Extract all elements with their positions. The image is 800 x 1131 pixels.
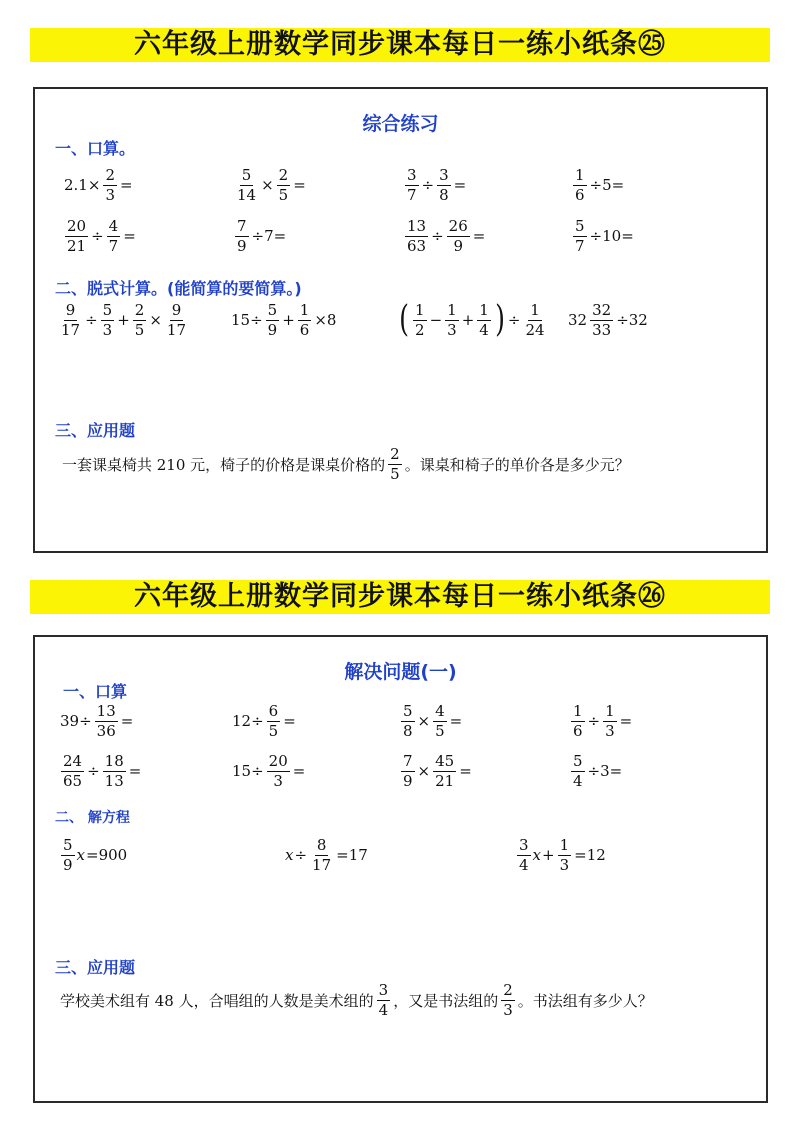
fraction-numerator: 1 — [447, 300, 457, 319]
expression-text: 一套课桌椅共 210 元，椅子的价格是课桌价格的 — [62, 456, 386, 474]
fraction — [65, 218, 88, 255]
fraction — [477, 302, 491, 339]
oral-exercise — [569, 699, 633, 743]
expression-text: − — [429, 311, 443, 329]
expression-text: = — [449, 712, 463, 730]
expression-text: ÷5= — [589, 176, 625, 194]
fraction-numerator: 4 — [435, 701, 445, 720]
fraction — [266, 302, 280, 339]
fraction-denominator: 3 — [447, 320, 457, 339]
oral-exercise — [399, 699, 463, 743]
fraction-numerator: 4 — [108, 216, 119, 235]
fraction-denominator: 63 — [407, 236, 427, 255]
fraction-denominator: 6 — [575, 185, 585, 204]
oral-exercise — [569, 749, 623, 793]
fraction-numerator: 32 — [592, 300, 612, 319]
fraction-numerator: 3 — [519, 835, 529, 854]
expression-text: = — [459, 762, 472, 780]
fraction — [165, 302, 188, 339]
expression-text: ÷32 — [616, 311, 648, 329]
fraction — [433, 753, 456, 790]
fraction-denominator: 9 — [63, 855, 73, 874]
fraction — [235, 167, 258, 204]
expression-text: ÷10= — [589, 227, 634, 245]
fraction-denominator: 5 — [268, 721, 279, 740]
fraction — [413, 302, 427, 339]
fraction — [573, 218, 587, 255]
oral-exercise — [571, 163, 625, 207]
fraction — [603, 703, 617, 740]
fraction-denominator: 2 — [415, 320, 425, 339]
fraction-numerator: 1 — [530, 300, 540, 319]
fraction — [401, 753, 415, 790]
fraction — [310, 837, 333, 874]
expression-text: = — [453, 176, 467, 194]
expression-text: × — [149, 311, 162, 329]
fraction-numerator: 1 — [415, 300, 425, 319]
fraction-denominator: 3 — [605, 721, 615, 740]
fraction-denominator: 36 — [96, 721, 116, 740]
fraction — [405, 167, 419, 204]
expression-text: =17 — [336, 846, 368, 864]
fraction-numerator: 5 — [403, 701, 413, 720]
fraction-denominator: 7 — [407, 185, 417, 204]
oral-exercise — [231, 699, 297, 743]
expression-text: 15÷ — [231, 311, 263, 329]
sheet-banner: 六年级上册数学同步课本每日一练小纸条㉕ — [30, 28, 770, 62]
oral-exercise — [59, 749, 142, 793]
fraction-denominator: 21 — [67, 236, 87, 255]
fraction — [61, 753, 84, 790]
expression-text: = — [472, 227, 486, 245]
fraction-numerator: 20 — [268, 751, 288, 770]
parenthesis: ) — [494, 299, 505, 340]
fraction — [95, 703, 118, 740]
fraction — [405, 218, 428, 255]
fraction-denominator: 8 — [403, 721, 413, 740]
fraction-denominator: 9 — [267, 320, 278, 339]
fraction — [401, 703, 415, 740]
parenthesis: ( — [399, 299, 409, 340]
expression-text: 39÷ — [60, 712, 92, 730]
fraction — [590, 302, 613, 339]
fraction — [103, 167, 117, 204]
section-heading-application: 三、应用题 — [55, 421, 136, 440]
worksheet-card — [33, 87, 768, 553]
fraction-denominator: 6 — [299, 320, 310, 339]
calc-exercise — [230, 298, 337, 342]
fraction-numerator: 2 — [390, 445, 400, 463]
expression-text: ÷ — [85, 311, 98, 329]
fraction-denominator: 5 — [134, 320, 145, 339]
expression-text: ÷3= — [587, 762, 623, 780]
fraction — [277, 167, 291, 204]
fraction — [133, 302, 147, 339]
fraction — [571, 703, 585, 740]
variable: x — [76, 846, 86, 864]
section-heading-calc: 二、脱式计算。(能简算的要简算。) — [55, 279, 302, 298]
fraction — [558, 837, 572, 874]
fraction-denominator: 3 — [102, 320, 113, 339]
expression-text: ÷ — [91, 227, 104, 245]
fraction — [437, 167, 451, 204]
word-problem — [59, 982, 654, 1019]
word-problem — [61, 446, 631, 483]
expression-text: + — [461, 311, 475, 329]
fraction — [433, 703, 447, 740]
fraction-denominator: 4 — [573, 771, 583, 790]
fraction — [523, 302, 546, 339]
fraction-denominator: 9 — [403, 771, 413, 790]
fraction-numerator: 5 — [241, 165, 252, 184]
expression-text: = — [119, 176, 133, 194]
expression-text: 32 — [568, 311, 588, 329]
fraction-denominator: 17 — [312, 855, 332, 874]
fraction-denominator: 17 — [166, 320, 187, 339]
fraction-denominator: 4 — [479, 320, 489, 339]
expression-text: ÷ — [507, 311, 521, 329]
calc-exercise — [567, 298, 649, 342]
fraction-numerator: 5 — [63, 835, 73, 854]
oral-exercise — [59, 699, 134, 743]
variable: x — [285, 846, 294, 864]
equation — [285, 833, 369, 877]
fraction-numerator: 1 — [573, 701, 583, 720]
expression-text: ÷ — [431, 227, 444, 245]
fraction-numerator: 1 — [299, 300, 310, 319]
fraction-denominator: 7 — [108, 236, 119, 255]
fraction-denominator: 5 — [278, 185, 289, 204]
fraction-denominator: 24 — [525, 320, 545, 339]
fraction — [298, 302, 312, 339]
expression-text: = — [120, 712, 134, 730]
fraction-numerator: 1 — [559, 835, 570, 854]
expression-text: ÷ — [87, 762, 100, 780]
fraction-numerator: 13 — [96, 701, 116, 720]
fraction-denominator: 17 — [61, 320, 81, 339]
section-heading-oral: 一、口算 — [63, 682, 128, 701]
expression-text: ×8 — [314, 311, 337, 329]
fraction-numerator: 26 — [448, 216, 468, 235]
expression-text: = — [292, 762, 306, 780]
expression-text: 2.1× — [64, 176, 101, 194]
expression-text: = — [619, 712, 633, 730]
fraction — [388, 446, 402, 483]
worksheet-title: 解决问题(一) — [344, 661, 457, 683]
fraction-denominator: 3 — [559, 855, 570, 874]
fraction-denominator: 9 — [237, 236, 247, 255]
fraction-denominator: 4 — [378, 1001, 389, 1019]
fraction-denominator: 33 — [592, 320, 612, 339]
fraction-numerator: 7 — [237, 216, 247, 235]
expression-text: 15÷ — [232, 762, 264, 780]
fraction — [267, 753, 290, 790]
section-heading-application: 三、应用题 — [55, 958, 136, 977]
fraction — [101, 302, 115, 339]
fraction-numerator: 3 — [439, 165, 449, 184]
fraction — [445, 302, 459, 339]
fraction-denominator: 8 — [439, 185, 449, 204]
expression-text: × — [417, 762, 431, 780]
fraction — [103, 753, 126, 790]
expression-text: 学校美术组有 48 人，合唱组的人数是美术组的 — [60, 992, 374, 1010]
fraction-numerator: 45 — [435, 751, 455, 770]
fraction-numerator: 3 — [378, 981, 389, 999]
expression-text: + — [542, 846, 555, 864]
fraction-numerator: 24 — [63, 751, 83, 770]
expression-text: =12 — [574, 846, 606, 864]
fraction-numerator: 2 — [134, 300, 145, 319]
fraction-numerator: 9 — [171, 300, 182, 319]
fraction-numerator: 7 — [403, 751, 413, 770]
fraction-denominator: 6 — [573, 721, 583, 740]
fraction-numerator: 2 — [278, 165, 289, 184]
expression-text: = — [123, 227, 136, 245]
fraction-denominator: 3 — [503, 1001, 513, 1019]
expression-text: 。课桌和椅子的单价各是多少元？ — [404, 456, 630, 474]
fraction-numerator: 9 — [65, 300, 76, 319]
fraction-denominator: 5 — [390, 465, 400, 483]
fraction-denominator: 5 — [435, 721, 445, 740]
fraction-numerator: 5 — [575, 216, 585, 235]
section-heading-equations: 二、 解方程 — [55, 810, 130, 826]
expression-text: 12÷ — [232, 712, 264, 730]
calc-exercise — [57, 298, 190, 342]
fraction-numerator: 5 — [267, 300, 278, 319]
expression-text: ÷ — [294, 846, 308, 864]
sheet-banner: 六年级上册数学同步课本每日一练小纸条㉖ — [30, 580, 770, 614]
fraction — [517, 837, 531, 874]
expression-text: × — [417, 712, 431, 730]
expression-text: ÷7= — [251, 227, 287, 245]
fraction-numerator: 18 — [104, 751, 124, 770]
fraction — [573, 167, 587, 204]
fraction-denominator: 3 — [273, 771, 283, 790]
fraction-denominator: 65 — [63, 771, 83, 790]
fraction-numerator: 3 — [407, 165, 417, 184]
fraction-numerator: 5 — [573, 751, 583, 770]
oral-exercise — [403, 214, 486, 258]
fraction-denominator: 4 — [519, 855, 529, 874]
fraction-denominator: 7 — [575, 236, 585, 255]
fraction-denominator: 13 — [104, 771, 124, 790]
worksheet-title: 综合练习 — [362, 113, 439, 135]
oral-exercise — [403, 163, 467, 207]
fraction — [267, 703, 281, 740]
oral-exercise — [399, 749, 473, 793]
oral-exercise — [571, 214, 635, 258]
expression-text: = — [293, 176, 306, 194]
expression-text: = — [128, 762, 142, 780]
fraction — [107, 218, 121, 255]
expression-text: ÷ — [587, 712, 601, 730]
expression-text: =900 — [86, 846, 128, 864]
oral-exercise — [63, 163, 134, 207]
expression-text: + — [282, 311, 295, 329]
expression-text: 。书法组有多少人？ — [517, 992, 653, 1010]
fraction — [377, 982, 391, 1019]
fraction-denominator: 21 — [435, 771, 455, 790]
calc-exercise — [397, 298, 549, 342]
equation — [59, 833, 128, 877]
section-heading-oral: 一、口算。 — [55, 139, 136, 158]
oral-exercise — [233, 163, 307, 207]
fraction-denominator: 3 — [105, 185, 115, 204]
fraction — [501, 982, 515, 1019]
fraction-numerator: 5 — [102, 300, 113, 319]
fraction-numerator: 2 — [105, 165, 115, 184]
expression-text: + — [117, 311, 130, 329]
oral-exercise — [233, 214, 287, 258]
expression-text: ÷ — [421, 176, 435, 194]
expression-text: ，又是书法组的 — [393, 992, 499, 1010]
fraction-numerator: 1 — [479, 300, 489, 319]
fraction-denominator: 9 — [453, 236, 463, 255]
fraction — [59, 302, 82, 339]
equation — [515, 833, 607, 877]
fraction — [571, 753, 585, 790]
fraction — [235, 218, 249, 255]
expression-text: = — [283, 712, 296, 730]
fraction-numerator: 13 — [407, 216, 427, 235]
expression-text: × — [261, 176, 274, 194]
fraction — [447, 218, 470, 255]
oral-exercise — [63, 214, 137, 258]
fraction-numerator: 1 — [605, 701, 615, 720]
fraction-numerator: 8 — [316, 835, 327, 854]
worksheet-card — [33, 635, 768, 1103]
fraction — [61, 837, 75, 874]
fraction-numerator: 1 — [575, 165, 585, 184]
variable: x — [532, 846, 542, 864]
fraction-numerator: 20 — [67, 216, 87, 235]
fraction-denominator: 14 — [237, 185, 257, 204]
fraction-numerator: 2 — [503, 981, 513, 999]
fraction-numerator: 6 — [268, 701, 279, 720]
oral-exercise — [231, 749, 306, 793]
